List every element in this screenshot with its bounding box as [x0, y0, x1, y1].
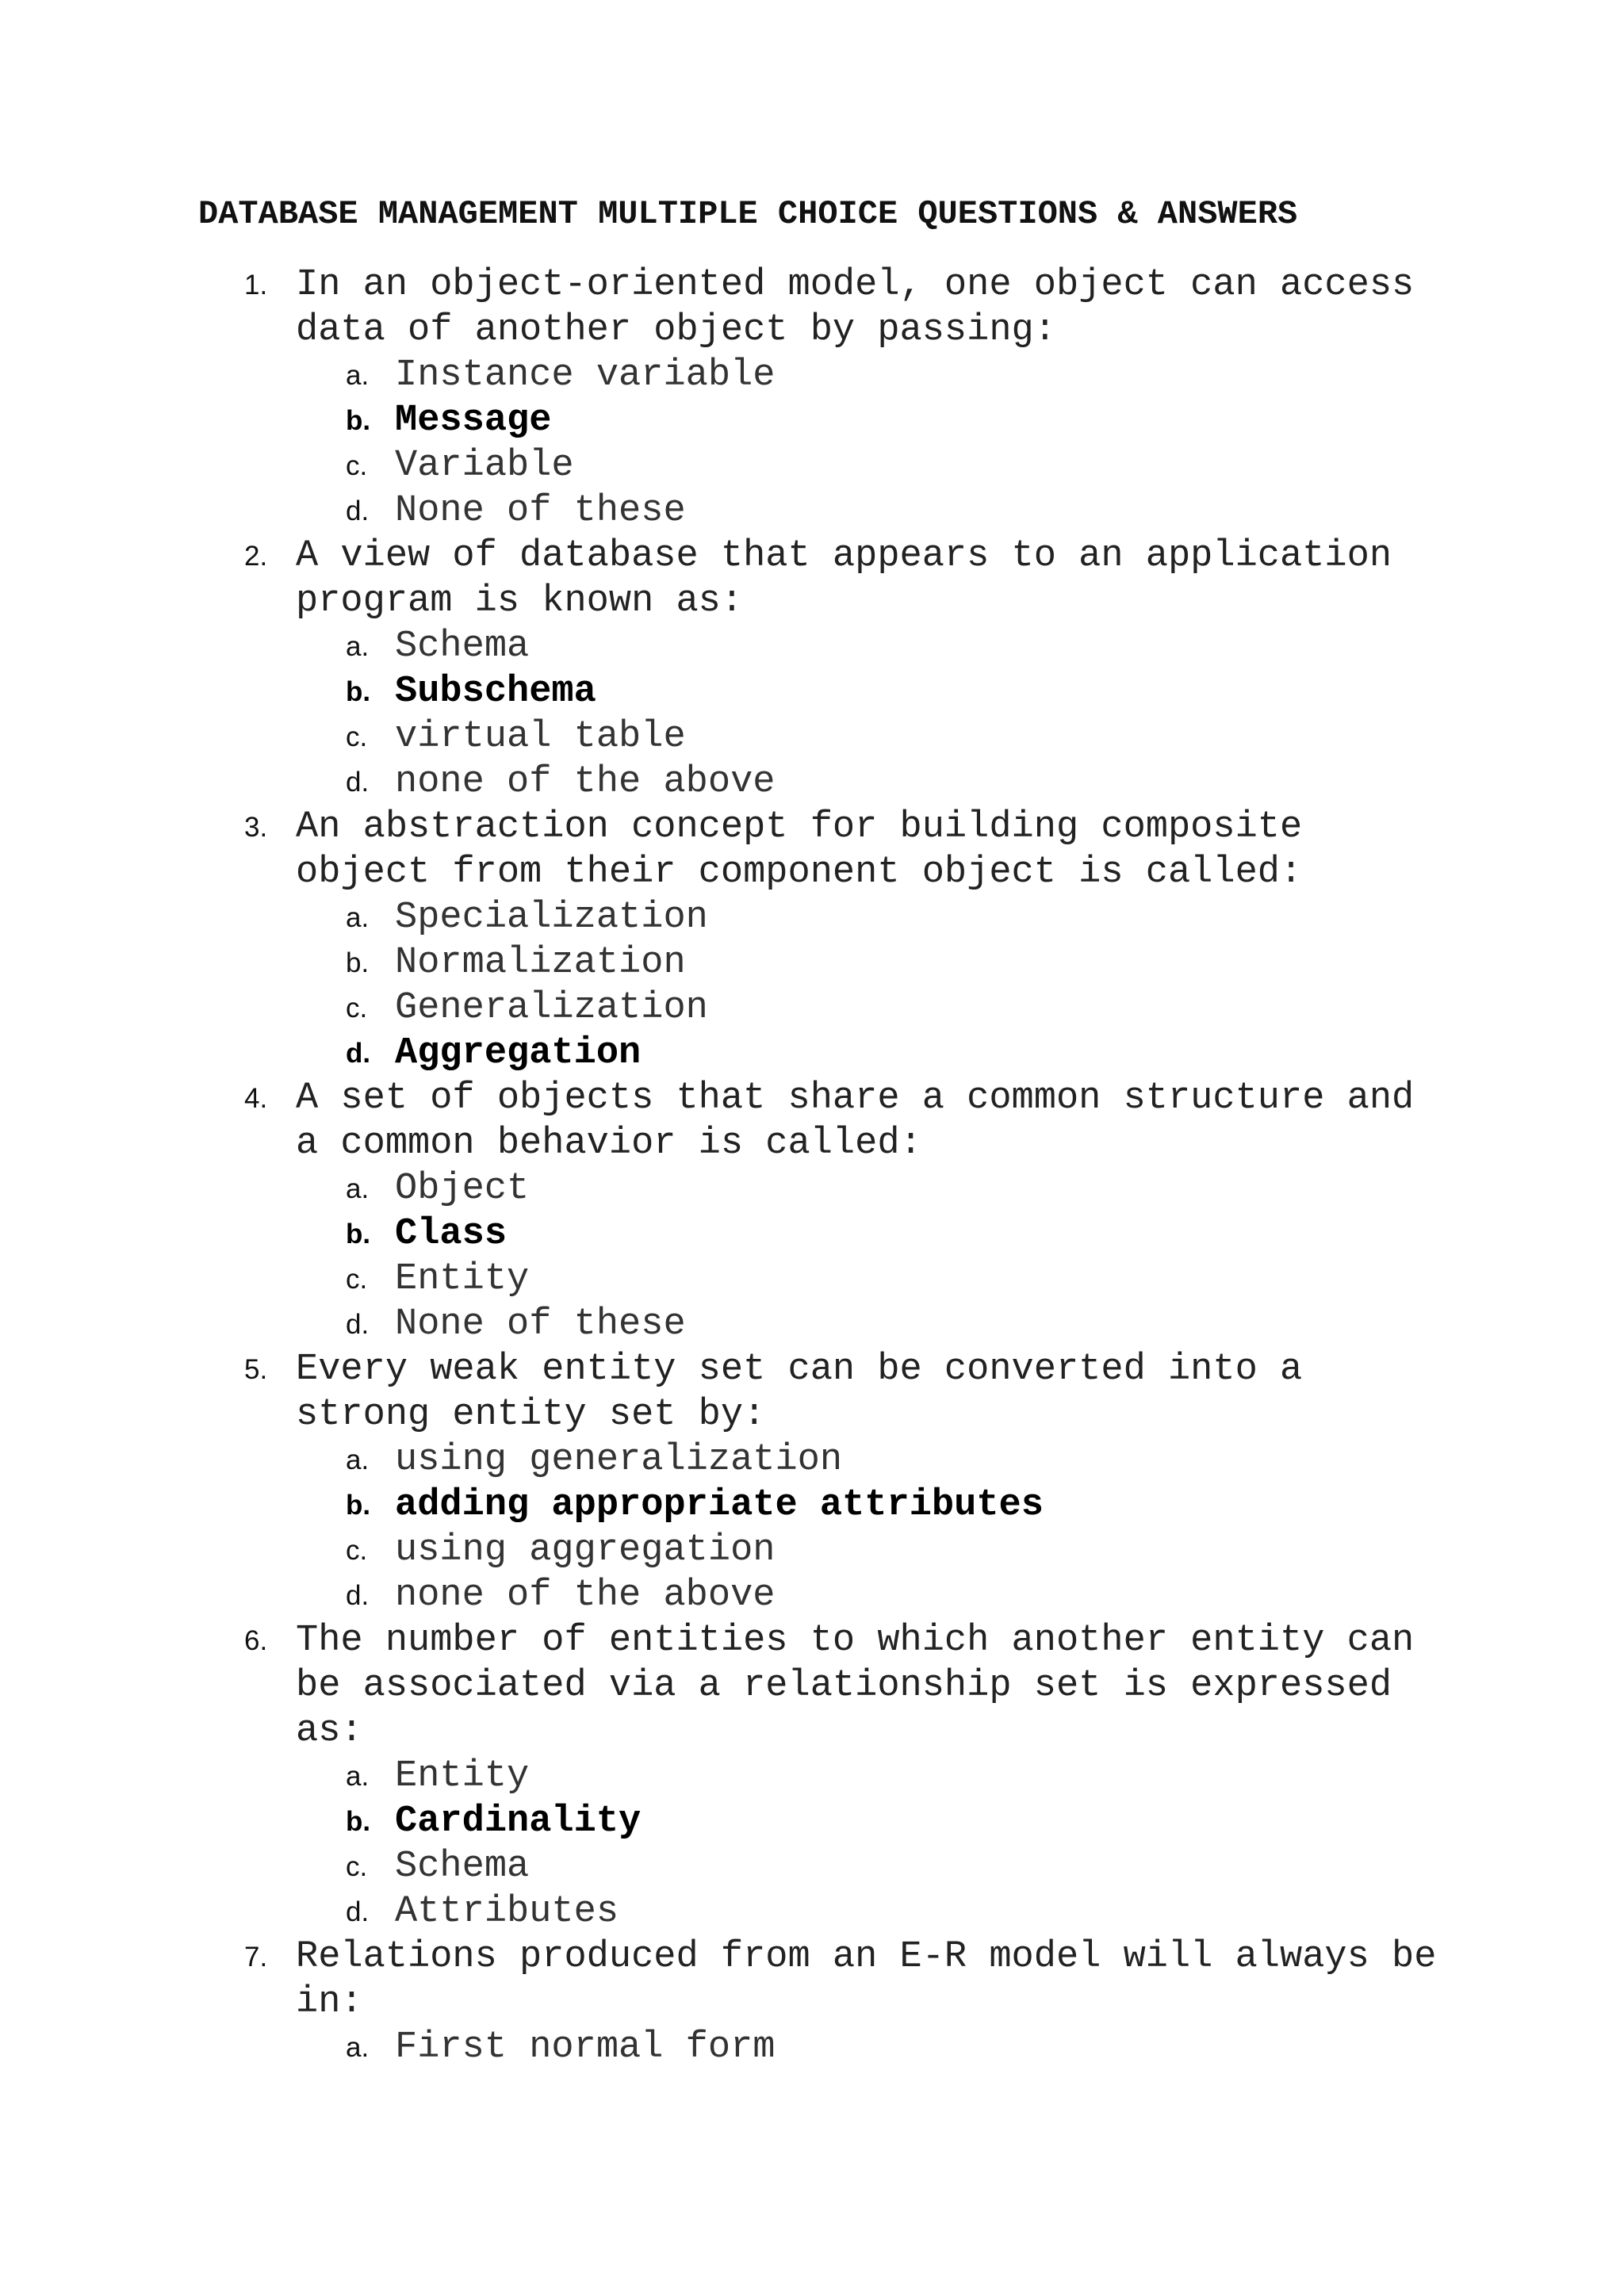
option-text: Entity [395, 1755, 530, 1797]
question-text: A set of objects that share a common structure and a common behavior is called: [296, 1077, 1415, 1165]
question-number: 1. [244, 270, 268, 300]
option-c [0, 714, 1624, 760]
option-a [0, 895, 1624, 940]
option-d [0, 1302, 1624, 1347]
option-text: Aggregation [395, 1032, 642, 1074]
option-text: Specialization [395, 897, 708, 939]
option-text: Schema [395, 1846, 530, 1888]
option-b-correct-answer [0, 669, 1624, 714]
option-b [0, 940, 1624, 985]
option-letter: c. [346, 1851, 368, 1882]
option-text: Subschema [395, 671, 596, 713]
question-4 [0, 1076, 1624, 1347]
option-text: Cardinality [395, 1800, 642, 1843]
option-text: none of the above [395, 1575, 776, 1617]
question-6 [0, 1618, 1624, 1934]
question-number: 7. [244, 1942, 268, 1973]
option-letter: a. [346, 1761, 370, 1792]
option-text: using aggregation [395, 1529, 776, 1571]
option-letter: b. [346, 1219, 371, 1249]
option-d-correct-answer [0, 1031, 1624, 1076]
option-b-correct-answer [0, 1799, 1624, 1844]
option-letter: d. [346, 1896, 370, 1927]
option-text: Object [395, 1168, 530, 1210]
question-text: An abstraction concept for building composite object from their component object is called: [296, 806, 1303, 894]
option-a [0, 1754, 1624, 1799]
question-list [0, 262, 1624, 2070]
option-d [0, 1573, 1624, 1618]
option-letter: d. [346, 1038, 371, 1069]
option-a [0, 1437, 1624, 1483]
question-text: In an object-oriented model, one object can access data of another object by passing: [296, 264, 1415, 351]
document-title: DATABASE MANAGEMENT MULTIPLE CHOICE QUESTIONS & ANSWERS [198, 195, 1298, 233]
option-text: Class [395, 1213, 508, 1255]
option-text: Entity [395, 1258, 530, 1300]
option-letter: b. [346, 1490, 371, 1521]
option-letter: b. [346, 947, 370, 978]
question-7 [0, 1934, 1624, 2070]
option-letter: d. [346, 1580, 370, 1611]
option-text: using generalization [395, 1439, 843, 1481]
option-b-correct-answer [0, 1211, 1624, 1257]
option-text: Variable [395, 445, 574, 487]
option-a [0, 353, 1624, 398]
option-b-correct-answer [0, 1483, 1624, 1528]
option-letter: c. [346, 993, 368, 1024]
option-letter: d. [346, 1309, 370, 1340]
option-d [0, 488, 1624, 534]
question-text: Relations produced from an E-R model will always be in: [296, 1936, 1437, 2023]
question-number: 3. [244, 812, 268, 843]
option-d [0, 760, 1624, 805]
option-letter: c. [346, 1264, 368, 1295]
option-c [0, 1528, 1624, 1573]
option-letter: a. [346, 2032, 370, 2063]
question-number: 6. [244, 1625, 268, 1656]
option-text: virtual table [395, 716, 686, 758]
option-text: Instance variable [395, 354, 776, 396]
option-b-correct-answer [0, 398, 1624, 443]
option-letter: d. [346, 767, 370, 798]
option-letter: b. [346, 676, 371, 707]
question-5 [0, 1347, 1624, 1618]
option-letter: a. [346, 1173, 370, 1204]
option-letter: a. [346, 360, 370, 391]
option-text: Attributes [395, 1891, 619, 1933]
question-text: A view of database that appears to an application program is known as: [296, 535, 1392, 622]
option-text: Schema [395, 626, 530, 668]
question-text: The number of entities to which another entity can be associated via a relationship set is expressed as: [296, 1620, 1415, 1752]
question-3 [0, 805, 1624, 1076]
question-text: Every weak entity set can be converted into a strong entity set by: [296, 1349, 1303, 1436]
option-c [0, 443, 1624, 488]
option-letter: a. [346, 631, 370, 662]
option-text: Message [395, 400, 552, 442]
option-text: First normal form [395, 2026, 776, 2068]
option-d [0, 1889, 1624, 1934]
option-c [0, 1257, 1624, 1302]
option-letter: c. [346, 721, 368, 752]
option-letter: b. [346, 1806, 371, 1837]
option-text: None of these [395, 490, 686, 532]
option-letter: d. [346, 496, 370, 526]
question-2 [0, 534, 1624, 805]
question-number: 5. [244, 1354, 268, 1385]
option-a [0, 1166, 1624, 1211]
option-letter: a. [346, 902, 370, 933]
option-text: Normalization [395, 942, 686, 984]
option-c [0, 985, 1624, 1031]
option-letter: c. [346, 450, 368, 481]
question-1 [0, 262, 1624, 534]
option-letter: b. [346, 405, 371, 436]
option-text: adding appropriate attributes [395, 1484, 1044, 1526]
option-text: none of the above [395, 761, 776, 803]
question-number: 4. [244, 1083, 268, 1114]
option-text: None of these [395, 1303, 686, 1345]
option-c [0, 1844, 1624, 1889]
option-a [0, 2025, 1624, 2070]
option-a [0, 624, 1624, 669]
option-text: Generalization [395, 987, 708, 1029]
option-letter: c. [346, 1535, 368, 1566]
option-letter: a. [346, 1445, 370, 1475]
question-number: 2. [244, 541, 268, 572]
